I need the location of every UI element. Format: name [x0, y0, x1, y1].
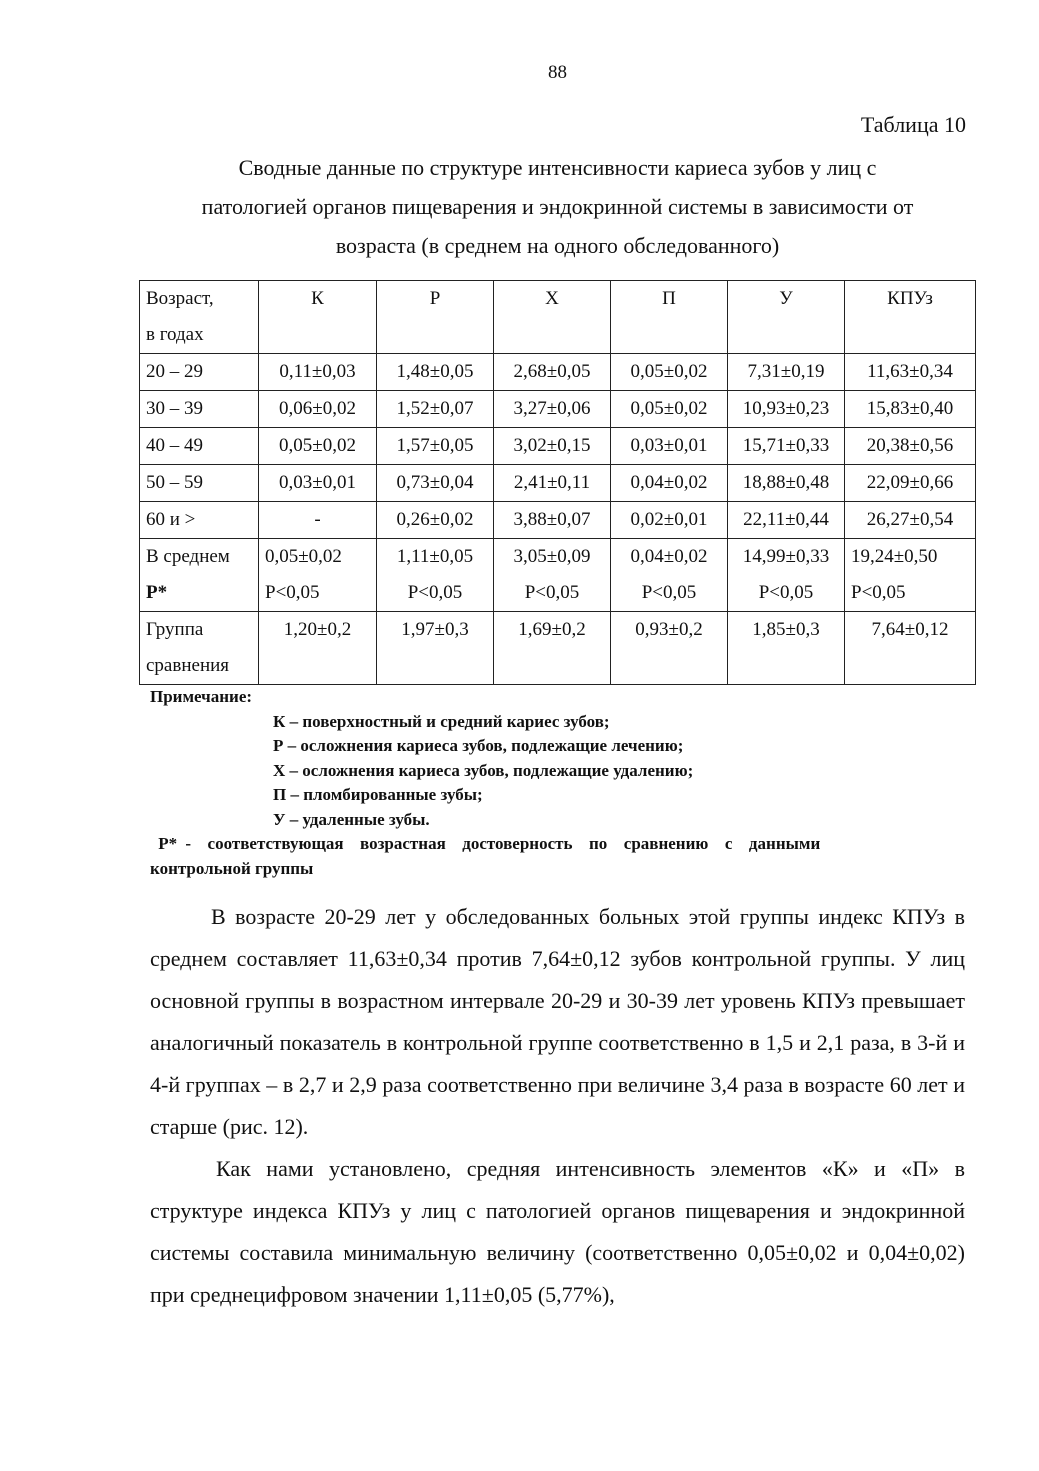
comparison-cell	[494, 612, 611, 685]
comparison-label: сравнения	[146, 655, 230, 676]
note-item: Х – осложнения кариеса зубов, подлежащие удалению;	[273, 760, 694, 780]
header-text: У	[779, 288, 793, 309]
cell-value: 0,05±0,02	[630, 361, 708, 382]
age-group-cell	[140, 391, 259, 428]
header-k	[259, 281, 377, 354]
comparison-value: 1,20±0,2	[283, 619, 352, 640]
page-number: 88	[548, 62, 567, 83]
cell-value: 0,26±0,02	[396, 509, 474, 530]
value-cell	[845, 391, 976, 428]
table-row-average	[140, 539, 976, 612]
comparison-label: Группа	[146, 619, 204, 640]
comparison-value: 1,69±0,2	[518, 619, 586, 640]
value-cell	[259, 465, 377, 502]
average-value: 0,05±0,02	[265, 546, 342, 567]
cell-value: 11,63±0,34	[867, 361, 953, 382]
table-header-row	[140, 281, 976, 354]
cell-value: 3,27±0,06	[513, 398, 591, 419]
cell-value: 2,41±0,11	[513, 472, 591, 493]
p-value: Р<0,05	[407, 582, 463, 603]
comparison-cell	[259, 612, 377, 685]
cell-value: 3,88±0,07	[513, 509, 591, 530]
age-group-cell	[140, 465, 259, 502]
value-cell	[259, 428, 377, 465]
average-cell	[845, 539, 976, 612]
value-cell	[259, 502, 377, 539]
average-cell	[611, 539, 728, 612]
header-x	[494, 281, 611, 354]
comparison-label-cell	[140, 612, 259, 685]
average-cell	[377, 539, 494, 612]
note-item: У – удаленные зубы.	[273, 809, 430, 829]
value-cell	[259, 354, 377, 391]
note-item: П – пломбированные зубы;	[273, 785, 483, 804]
value-cell	[845, 428, 976, 465]
value-cell	[728, 391, 845, 428]
table-row	[140, 502, 976, 539]
header-text: П	[662, 288, 676, 309]
body-text	[150, 896, 965, 1316]
table-title	[150, 148, 965, 265]
table-row-comparison	[140, 612, 976, 685]
cell-value: 7,31±0,19	[747, 361, 825, 382]
value-cell	[494, 354, 611, 391]
value-cell	[728, 428, 845, 465]
average-value: 14,99±0,33	[742, 546, 830, 567]
average-cell	[494, 539, 611, 612]
age-group-label: 50 – 59	[146, 472, 203, 493]
value-cell	[728, 354, 845, 391]
value-cell	[845, 502, 976, 539]
cell-value: 1,48±0,05	[396, 361, 474, 382]
value-cell	[611, 354, 728, 391]
value-cell	[728, 465, 845, 502]
table-title-line: патологией органов пищеварения и эндокринной системы в зависимости от	[201, 194, 914, 219]
cell-value: 22,09±0,66	[866, 472, 954, 493]
cell-value: 0,03±0,01	[279, 472, 356, 493]
average-label-cell	[140, 539, 259, 612]
cell-value: 0,03±0,01	[630, 435, 708, 456]
cell-value: 1,57±0,05	[396, 435, 474, 456]
average-label: В среднем	[146, 546, 230, 567]
value-cell	[611, 391, 728, 428]
comparison-value: 1,85±0,3	[752, 619, 820, 640]
notes-title: Примечание:	[150, 687, 253, 706]
average-value: 1,11±0,05	[396, 546, 474, 567]
header-kpuz	[845, 281, 976, 354]
value-cell	[611, 428, 728, 465]
cell-value: 15,83±0,40	[866, 398, 954, 419]
comparison-cell	[611, 612, 728, 685]
value-cell	[377, 354, 494, 391]
age-group-cell	[140, 354, 259, 391]
p-significance-note-cont: контрольной группы	[150, 858, 314, 878]
cell-value: 0,11±0,03	[279, 361, 356, 382]
value-cell	[494, 465, 611, 502]
value-cell	[377, 502, 494, 539]
average-value: 0,04±0,02	[630, 546, 708, 567]
value-cell	[611, 502, 728, 539]
p-significance-note: Р* - соответствующая возрастная достоверность по сравнению с данными	[150, 834, 821, 853]
value-cell	[494, 391, 611, 428]
comparison-cell	[728, 612, 845, 685]
cell-value: 0,02±0,01	[630, 509, 708, 530]
header-age	[140, 281, 259, 354]
note-item: К – поверхностный и средний кариес зубов;	[273, 711, 610, 731]
cell-value: 10,93±0,23	[742, 398, 830, 419]
cell-value: 0,04±0,02	[630, 472, 708, 493]
cell-value: 1,52±0,07	[396, 398, 474, 419]
age-group-cell	[140, 502, 259, 539]
header-u	[728, 281, 845, 354]
value-cell	[494, 502, 611, 539]
age-group-label: 30 – 39	[146, 398, 203, 419]
cell-value: 0,06±0,02	[279, 398, 356, 419]
table-notes	[150, 685, 965, 881]
p-value: Р<0,05	[524, 582, 580, 603]
cell-value: 0,05±0,02	[630, 398, 708, 419]
value-cell	[728, 502, 845, 539]
caries-structure-table	[139, 280, 976, 685]
cell-value: 26,27±0,54	[866, 509, 954, 530]
average-cell	[259, 539, 377, 612]
cell-value: 3,02±0,15	[513, 435, 591, 456]
p-value: Р<0,05	[265, 582, 320, 603]
header-p	[611, 281, 728, 354]
header-r	[377, 281, 494, 354]
header-text: КПУз	[887, 288, 933, 309]
cell-value: 22,11±0,44	[743, 509, 829, 530]
p-value: Р<0,05	[758, 582, 814, 603]
value-cell	[377, 428, 494, 465]
table-row	[140, 354, 976, 391]
cell-value: 18,88±0,48	[742, 472, 830, 493]
table-row	[140, 391, 976, 428]
p-value: Р<0,05	[851, 582, 906, 603]
table-label: Таблица 10	[860, 112, 966, 137]
header-age-line: Возраст,	[146, 288, 214, 309]
comparison-value: 0,93±0,2	[635, 619, 703, 640]
value-cell	[845, 465, 976, 502]
cell-value: 15,71±0,33	[742, 435, 830, 456]
comparison-value: 1,97±0,3	[401, 619, 469, 640]
value-cell	[845, 354, 976, 391]
value-cell	[377, 391, 494, 428]
header-text: К	[311, 288, 324, 309]
cell-value: 0,73±0,04	[396, 472, 474, 493]
cell-value: -	[314, 509, 321, 530]
age-group-label: 40 – 49	[146, 435, 203, 456]
cell-value: 0,05±0,02	[279, 435, 356, 456]
p-value: Р<0,05	[641, 582, 697, 603]
value-cell	[377, 465, 494, 502]
average-value: 19,24±0,50	[851, 546, 938, 567]
note-item: Р – осложнения кариеса зубов, подлежащие лечению;	[273, 736, 684, 755]
paragraph: В возрасте 20-29 лет у обследованных больных этой группы индекс КПУз в среднем составляет 11,63±0,34 против 7,64±0,12 зубов контрольной группы. У лиц основной группы в возрастном интервале 20-29 и 30-39 лет уровень КПУз превышает аналогичный показатель в контрольной группе соответственно в 1,5 и 2,1 раза, в 3-й и 4-й группах – в 2,7 и 2,9 раза соответственно при величине 3,4 раза в возрасте 60 лет и старше (рис. 12).	[150, 904, 965, 1139]
header-age-line: в годах	[146, 324, 204, 345]
table-row	[140, 428, 976, 465]
p-label: Р*	[146, 582, 168, 603]
comparison-cell	[845, 612, 976, 685]
table-row	[140, 465, 976, 502]
cell-value: 20,38±0,56	[866, 435, 954, 456]
header-text: Х	[545, 288, 559, 309]
cell-value: 2,68±0,05	[513, 361, 591, 382]
age-group-label: 20 – 29	[146, 361, 203, 382]
table-title-line: Сводные данные по структуре интенсивности кариеса зубов у лиц с	[238, 155, 877, 180]
age-group-cell	[140, 428, 259, 465]
age-group-label: 60 и >	[146, 509, 196, 530]
average-value: 3,05±0,09	[513, 546, 591, 567]
average-cell	[728, 539, 845, 612]
comparison-value: 7,64±0,12	[871, 619, 949, 640]
paragraph: Как нами установлено, средняя интенсивность элементов «К» и «П» в структуре индекса КПУз у лиц с патологией органов пищеварения и эндокринной системы составила минимальную величину (соответственно 0,05±0,02 и 0,04±0,02) при среднецифровом значении 1,11±0,05 (5,77%),	[150, 1156, 965, 1307]
value-cell	[494, 428, 611, 465]
value-cell	[611, 465, 728, 502]
table-title-line: возраста (в среднем на одного обследованного)	[335, 233, 780, 258]
comparison-cell	[377, 612, 494, 685]
header-text: Р	[429, 288, 441, 309]
value-cell	[259, 391, 377, 428]
